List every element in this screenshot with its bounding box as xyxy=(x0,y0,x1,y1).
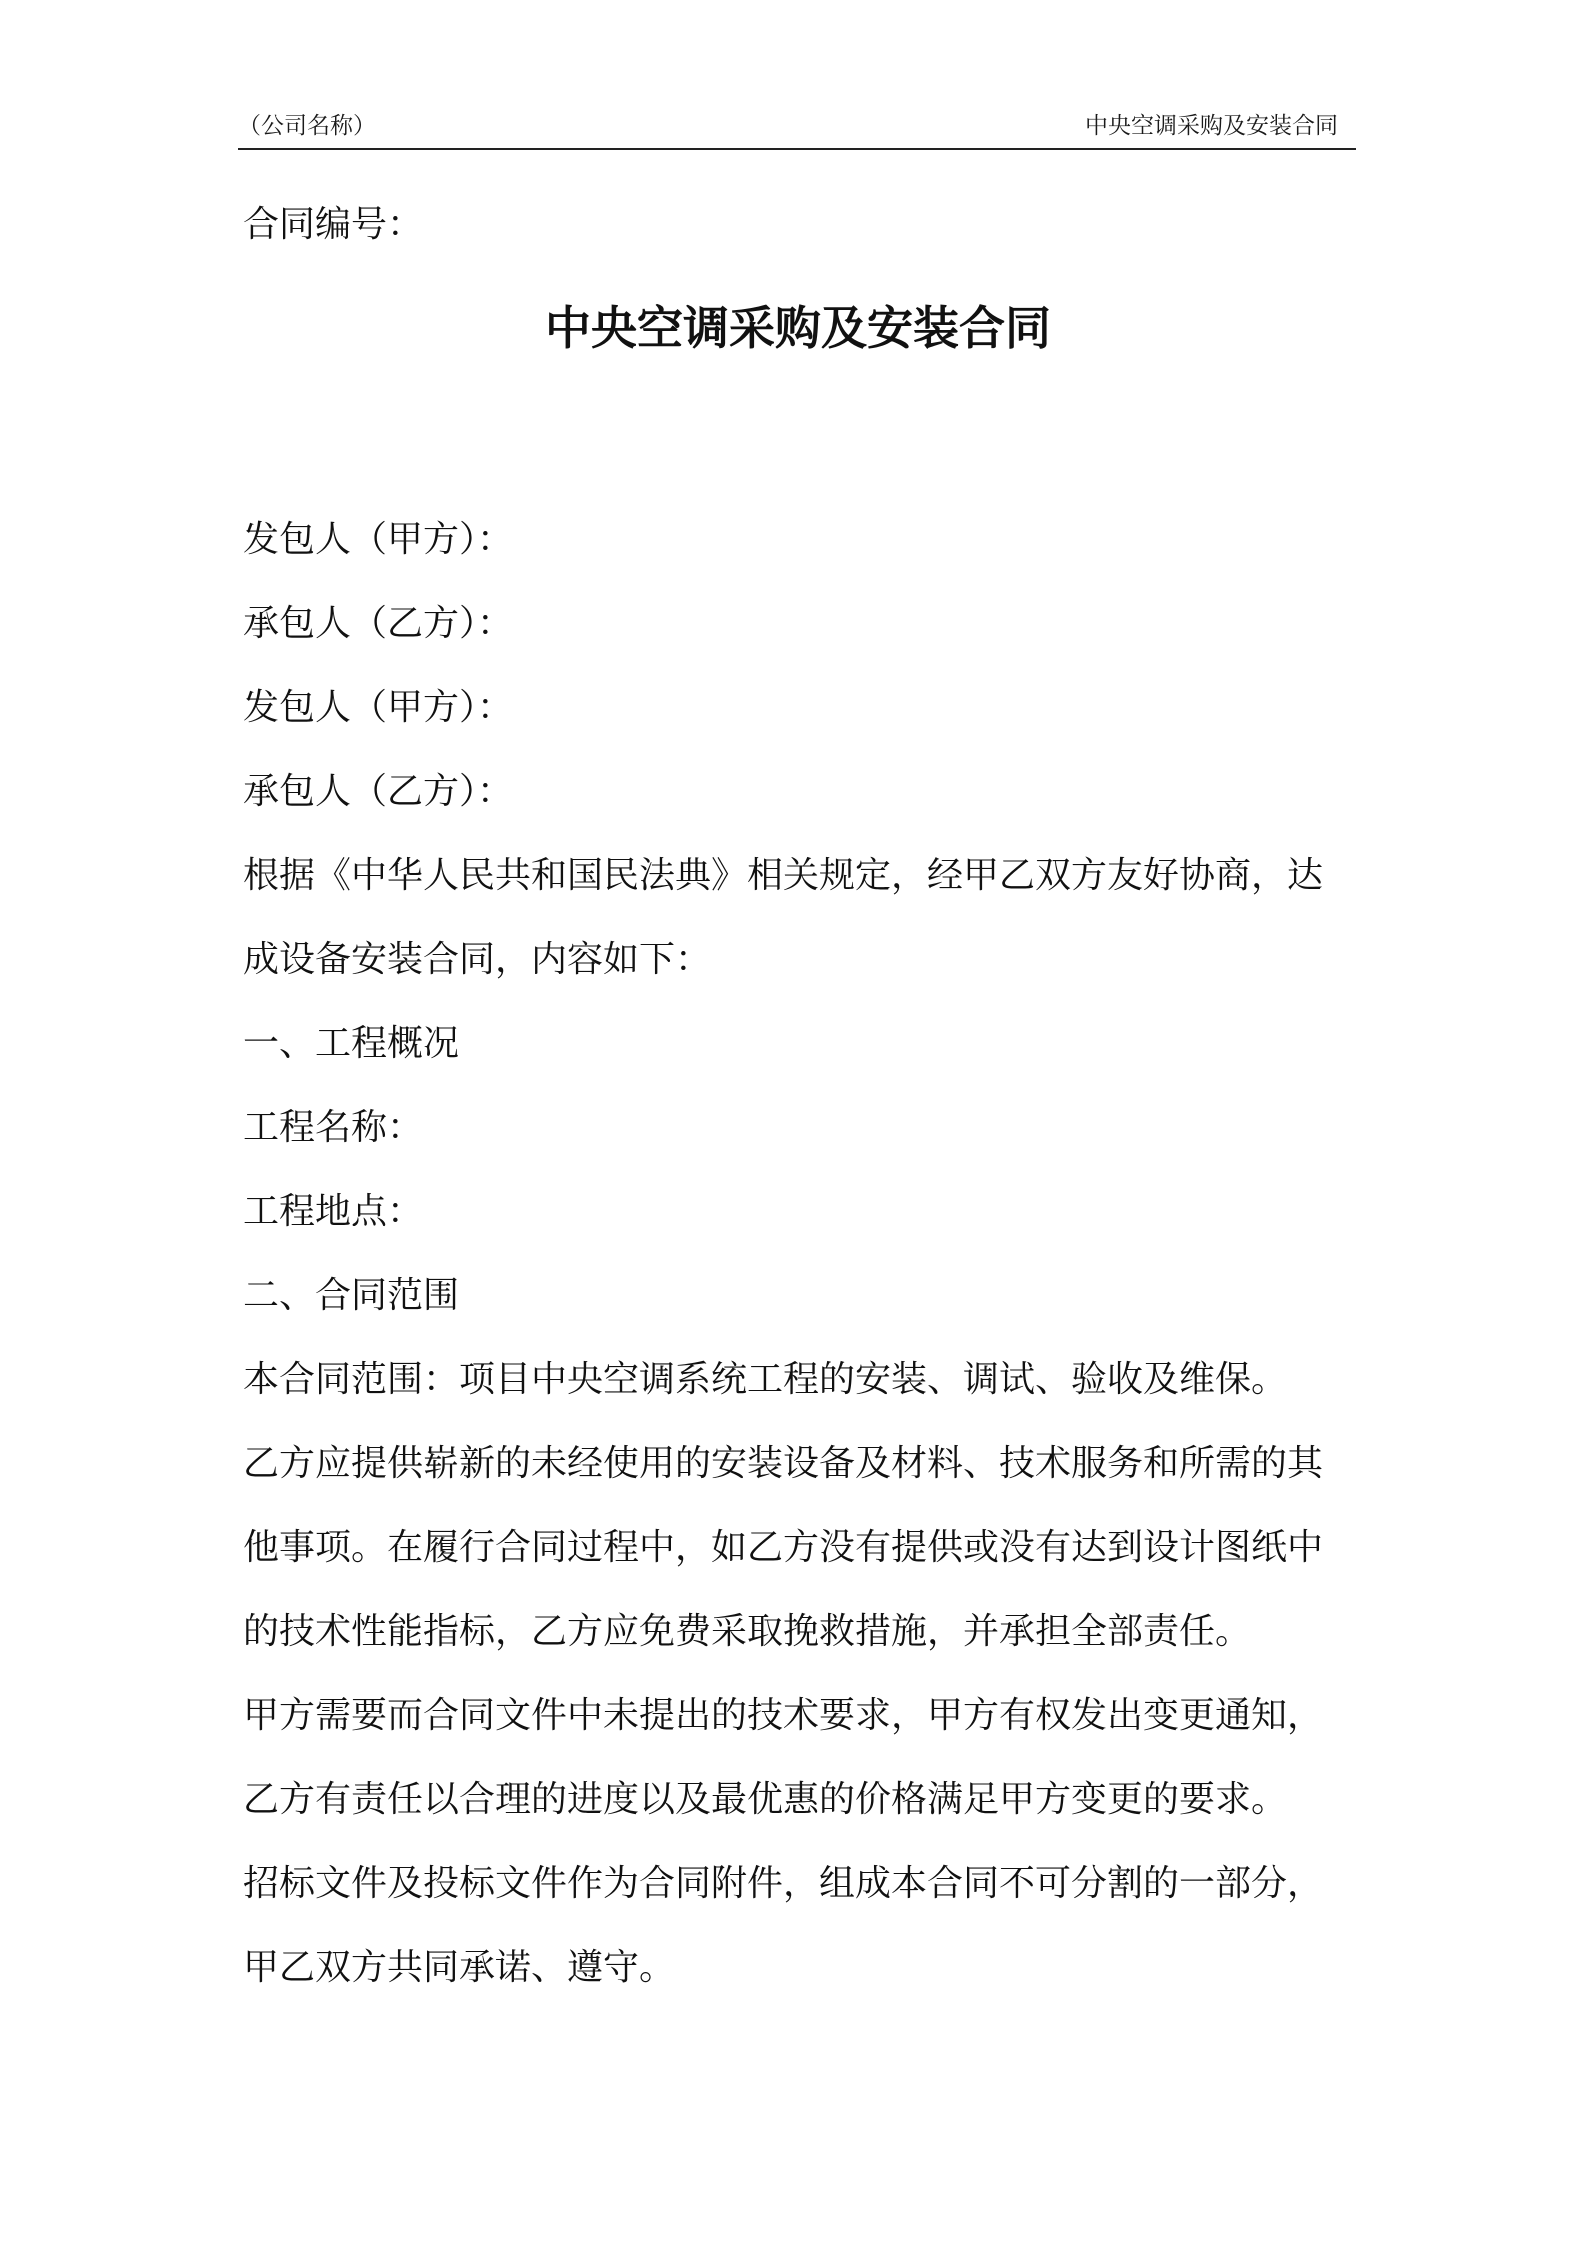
section-heading: 二、合同范围 xyxy=(243,1275,460,1316)
paragraph-line: 的技术性能指标，乙方应免费采取挽救措施，并承担全部责任。 xyxy=(243,1611,1252,1652)
project-name-line: 工程名称： xyxy=(243,1107,424,1148)
paragraph-line: 招标文件及投标文件作为合同附件，组成本合同不可分割的一部分， xyxy=(243,1863,1324,1904)
paragraph-line: 乙方有责任以合理的进度以及最优惠的价格满足甲方变更的要求。 xyxy=(243,1779,1288,1820)
paragraph-line: 甲乙双方共同承诺、遵守。 xyxy=(243,1947,676,1988)
paragraph-line: 他事项。在履行合同过程中，如乙方没有提供或没有达到设计图纸中 xyxy=(243,1527,1324,1568)
contract-body xyxy=(243,498,1363,2010)
party-b-line: 承包人（乙方）： xyxy=(243,603,514,644)
header-company-name: （公司名称） xyxy=(238,113,376,139)
document-title: 中央空调采购及安装合同 xyxy=(545,301,1051,355)
project-location-line: 工程地点： xyxy=(243,1191,424,1232)
header-document-title: 中央空调采购及安装合同 xyxy=(1085,113,1338,139)
section-heading: 一、工程概况 xyxy=(243,1023,460,1064)
page-header xyxy=(238,108,1356,150)
paragraph-line: 本合同范围：项目中央空调系统工程的安装、调试、验收及维保。 xyxy=(243,1359,1288,1400)
party-a-line: 发包人（甲方）： xyxy=(243,519,514,560)
paragraph-line: 成设备安装合同，内容如下： xyxy=(243,939,712,980)
paragraph-line: 根据《中华人民共和国民法典》相关规定，经甲乙双方友好协商，达 xyxy=(243,855,1324,896)
contract-number-label: 合同编号： xyxy=(243,204,424,245)
paragraph-line: 甲方需要而合同文件中未提出的技术要求，甲方有权发出变更通知， xyxy=(243,1695,1324,1736)
paragraph-line: 乙方应提供崭新的未经使用的安装设备及材料、技术服务和所需的其 xyxy=(243,1443,1324,1484)
party-b-line: 承包人（乙方）： xyxy=(243,771,514,812)
party-a-line: 发包人（甲方）： xyxy=(243,687,514,728)
